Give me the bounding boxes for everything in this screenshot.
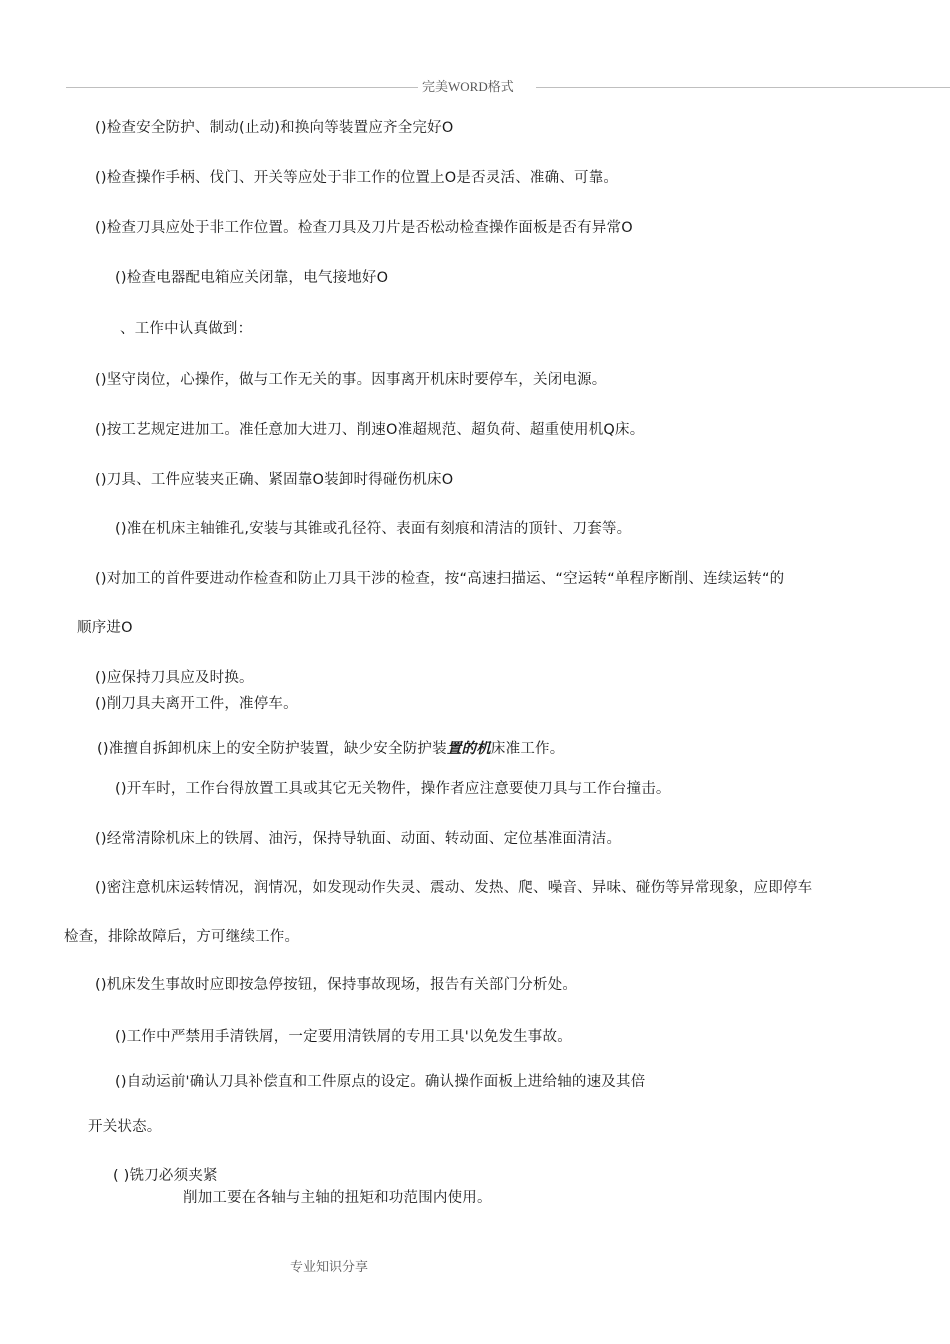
text-line: ()经常清除机床上的铁屑、油污，保持导轨面、动面、转动面、定位基准面清洁。 bbox=[95, 831, 622, 847]
text-line: ()检查刀具应处于非工作位置。检查刀具及刀片是否松动检查操作面板是否有异常O bbox=[95, 220, 633, 236]
text-line: 检查，排除故障后，方可继续工作。 bbox=[64, 929, 300, 945]
text-line: ()应保持刀具应及时换。 bbox=[95, 670, 254, 686]
text-line: ()对加工的首件要进动作检查和防止刀具干涉的检查，按“高速扫描运、“空运转“单程序断削、连续运转“的 bbox=[95, 571, 785, 587]
text-line: ()检查操作手柄、伐门、开关等应处于非工作的位置上O是否灵活、准确、可靠。 bbox=[95, 170, 619, 186]
text-line: ()工作中严禁用手清铁屑，一定要用清铁屑的专用工具'以免发生事故。 bbox=[115, 1029, 572, 1045]
page-footer: 专业知识分享 bbox=[290, 1259, 369, 1274]
text-line: ()检查电器配电箱应关闭靠，电气接地好O bbox=[115, 270, 389, 286]
text-line: 削加工要在各轴与主轴的扭矩和功范围内使用。 bbox=[183, 1190, 492, 1206]
text-line-mixed bbox=[97, 737, 564, 758]
text-segment-bold-italic: 置的机 bbox=[446, 741, 491, 757]
text-line: ()机床发生事故时应即按急停按钮，保持事故现场，报告有关部门分析处。 bbox=[95, 977, 578, 993]
text-line: ()削刀具夫离开工件，准停车。 bbox=[95, 696, 298, 712]
text-line: ()密注意机床运转情况，润情况，如发现动作失灵、震动、发热、爬、噪音、异味、碰伤等异常现象，应即停车 bbox=[95, 880, 813, 896]
text-line: ()开车时，工作台得放置工具或其它无关物件，操作者应注意要使刀具与工作台撞击。 bbox=[115, 781, 671, 797]
text-line: ( )铣刀必须夹紧 bbox=[113, 1168, 218, 1184]
text-line: ()准在机床主轴锥孔,安装与其锥或孔径符、表面有刻痕和清洁的顶针、刀套等。 bbox=[115, 521, 632, 537]
text-line: ()坚守岗位，心操作，做与工作无关的事。因事离开机床时要停车，关闭电源。 bbox=[95, 372, 607, 388]
text-line: ()检查安全防护、制动(止动)和换向等装置应齐全完好O bbox=[95, 120, 454, 136]
text-line: 开关状态。 bbox=[88, 1119, 162, 1135]
text-line: 顺序进O bbox=[77, 620, 133, 636]
text-line: ()刀具、工件应装夹正确、紧固靠O装卸时得碰伤机床O bbox=[95, 472, 454, 488]
page-header: 完美WORD格式 bbox=[418, 78, 536, 95]
text-line: ()自动运前'确认刀具补偿直和工件原点的设定。确认操作面板上进给轴的速及其倍 bbox=[115, 1074, 646, 1090]
text-segment: 床准工作。 bbox=[490, 741, 565, 757]
section-heading: 、工作中认真做到： bbox=[120, 321, 253, 337]
text-segment: ()准擅自拆卸机床上的安全防护装置，缺少安全防护装 bbox=[97, 741, 447, 757]
text-line: ()按工艺规定进加工。准任意加大进刀、削速O准超规范、超负荷、超重使用机Q床。 bbox=[95, 422, 645, 438]
